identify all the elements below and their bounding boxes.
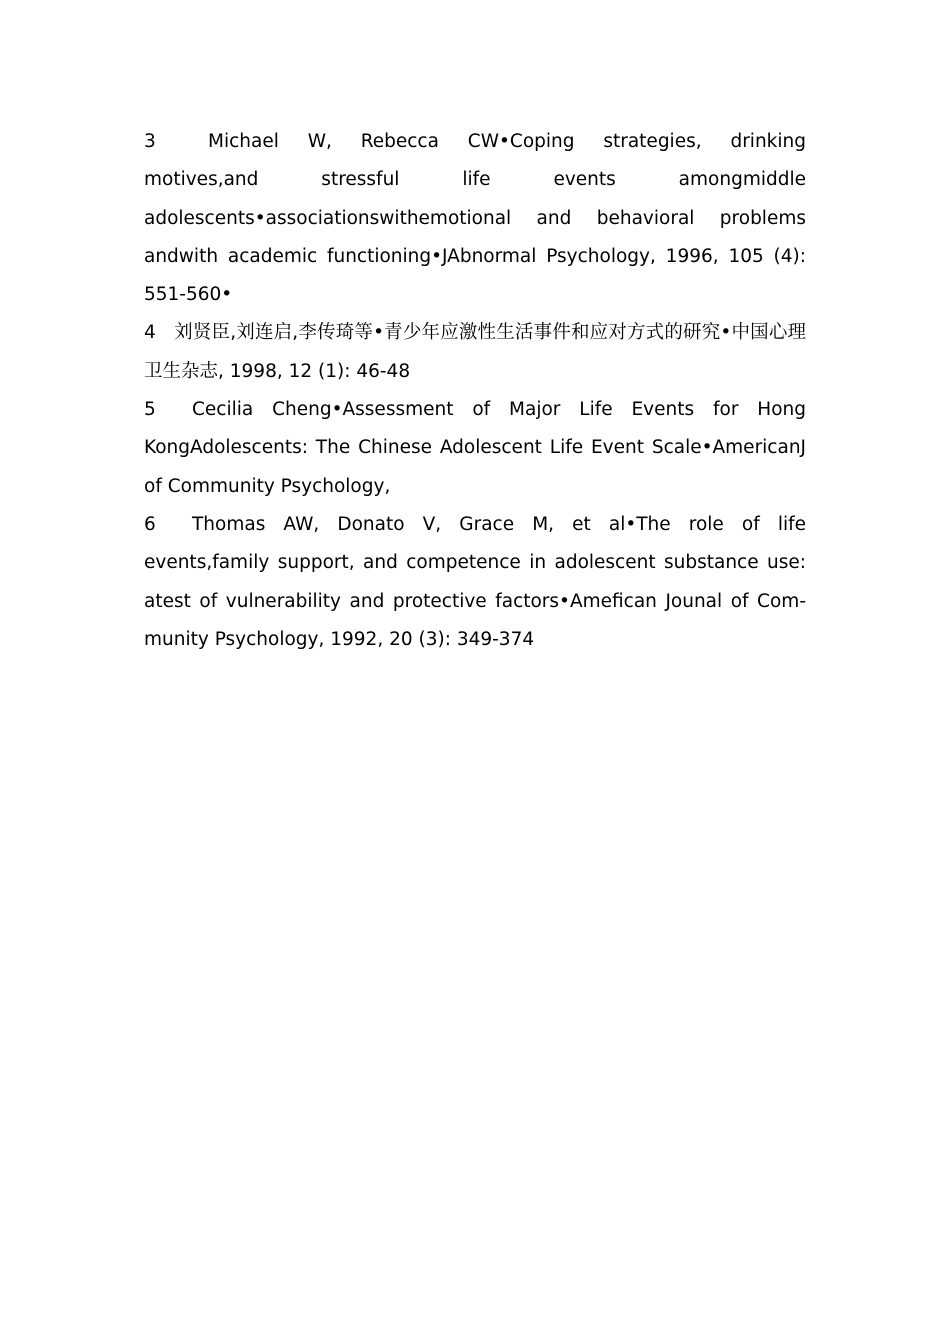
reference-text: Michael W, Rebecca CW•Coping strategies, drinking motives,and stressful life events amongmiddle adolescents•associationswithemotional and behavioral problems andwith academic functioning•JAbnormal Psychology, 1996, 105 (4): 551-560•	[144, 131, 806, 306]
reference-text: 刘贤臣,刘连启,李传琦等•青少年应激性生活事件和应对方式的研究•中国心理卫生杂志, 1998, 12 (1): 46-48	[144, 322, 806, 382]
reference-item-4	[144, 314, 806, 391]
reference-number: 6	[144, 513, 156, 535]
reference-item-5	[144, 391, 806, 506]
reference-number: 5	[144, 399, 156, 421]
reference-number: 4	[144, 322, 156, 344]
reference-number: 3	[144, 131, 156, 152]
reference-text: Cecilia Cheng•Assessment of Major Life Events for Hong KongAdolescents: The Chinese Adolescent Life Event Scale•AmericanJ of Community Psychology,	[144, 399, 806, 497]
reference-text: Thomas AW, Donato V, Grace M, et al•The role of life events,family support, and competence in adolescent substance use: atest of vulnerability and protective factors•Amefican Jounal of Com-munity Psychology, 1992, 20 (3): 349-374	[144, 513, 806, 650]
reference-item-3	[144, 123, 806, 314]
reference-item-6	[144, 506, 806, 659]
reference-list	[144, 123, 806, 659]
